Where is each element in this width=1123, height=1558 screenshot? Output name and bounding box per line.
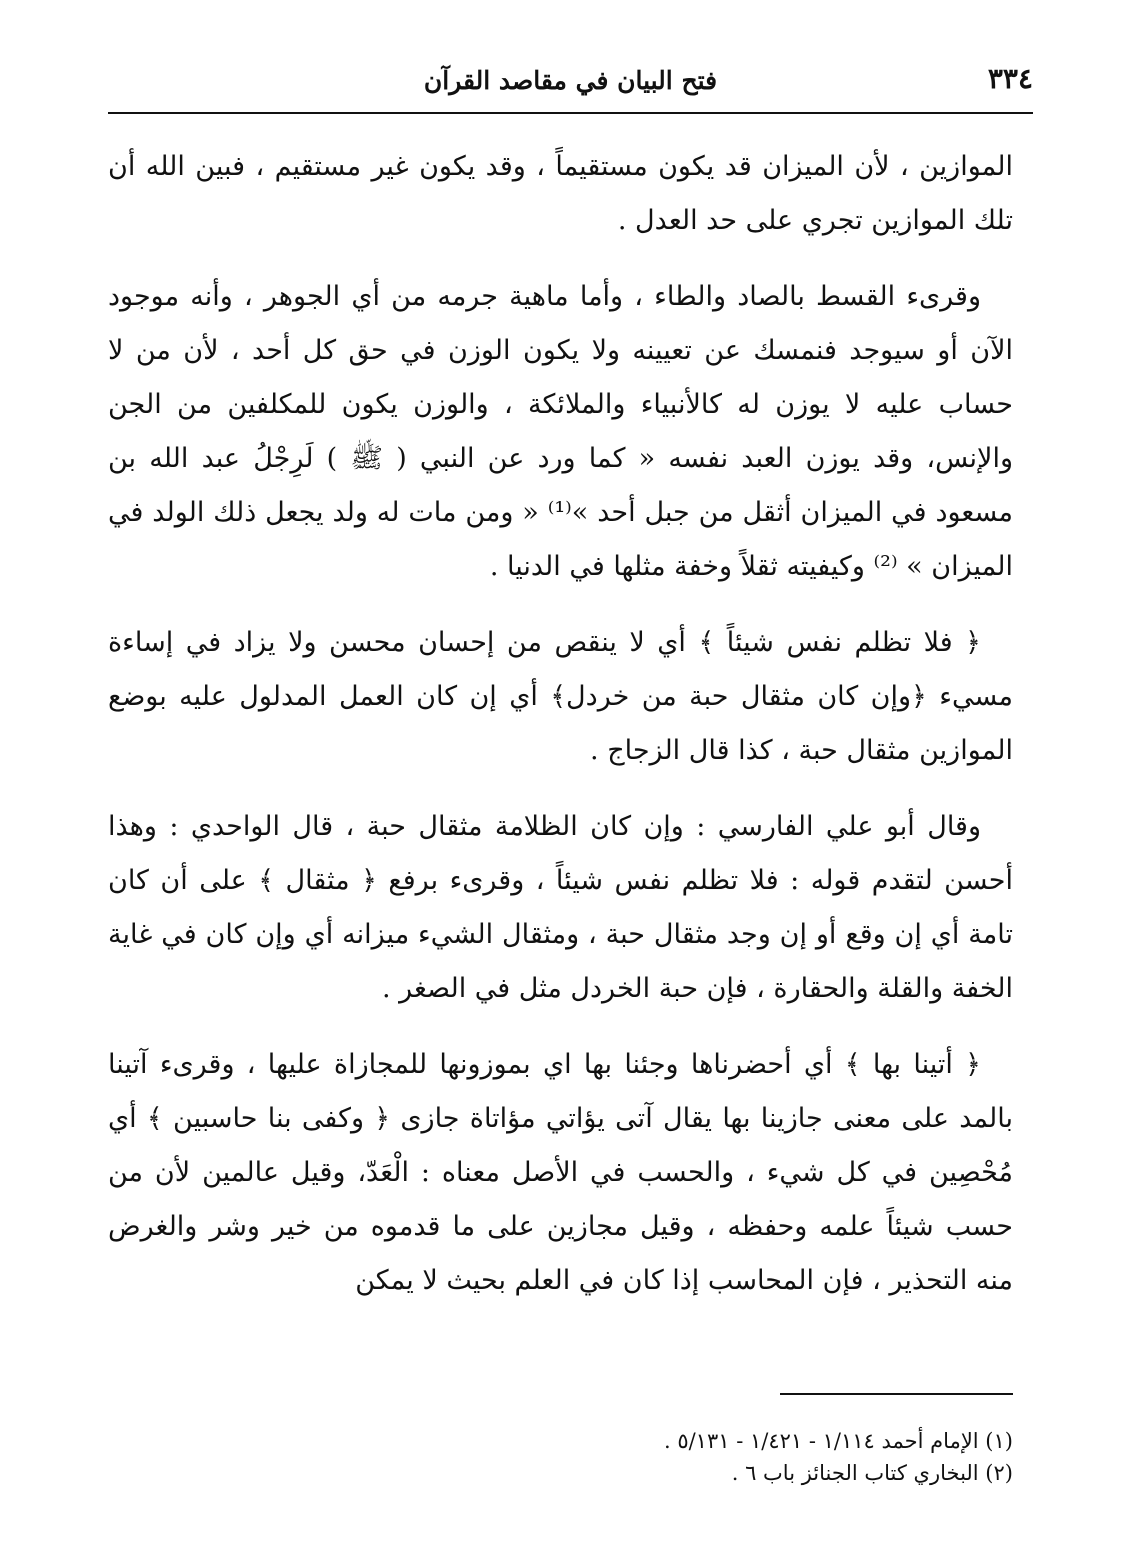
paragraph-3: ﴿ فلا تظلم نفس شيئاً ﴾ أي لا ينقص من إحسان محسن ولا يزاد في إساءة مسيء ﴿وإن كان مثقال حبة من خردل﴾ أي إن كان العمل المدلول عليه بوضع الموازين مثقال حبة ، كذا قال الزجاج . (108, 627, 1013, 766)
footnotes (108, 1425, 1013, 1489)
page-header (108, 58, 1033, 114)
footnote-2: (٢) البخاري كتاب الجنائز باب ٦ . (731, 1461, 1013, 1485)
body-text (108, 140, 1013, 1330)
book-title: فتح البيان في مقاصد القرآن (423, 66, 718, 95)
footnote-rule (780, 1393, 1013, 1395)
footnote-1: (١) الإمام أحمد ١/١١٤ - ١/٤٢١ - ٥/١٣١ . (663, 1429, 1013, 1453)
paragraph-1: الموازين ، لأن الميزان قد يكون مستقيماً ، وقد يكون غير مستقيم ، فبين الله أن تلك الموازين تجري على حد العدل . (108, 151, 1013, 236)
paragraph-4: وقال أبو علي الفارسي : وإن كان الظلامة مثقال حبة ، قال الواحدي : وهذا أحسن لتقدم قوله : فلا تظلم نفس شيئاً ، وقرىء برفع ﴿ مثقال ﴾ على أن كان تامة أي إن وقع أو إن وجد مثقال حبة ، ومثقال الشيء ميزانه أي وإن كان في غاية الخفة والقلة والحقارة ، فإن حبة الخردل مثل في الصغر . (108, 811, 1013, 1004)
page-number: ٣٣٤ (987, 62, 1033, 95)
header-rule (108, 112, 1033, 114)
paragraph-5: ﴿ أتينا بها ﴾ أي أحضرناها وجئنا بها اي بموزونها للمجازاة عليها ، وقرىء آتينا بالمد على معنى جازينا بها يقال آتى يؤاتي مؤاتاة جازى ﴿ وكفى بنا حاسبين ﴾ أي مُحْصِين في كل شيء ، والحسب في الأصل معناه : الْعَدّ، وقيل عالمين لأن من حسب شيئاً علمه وحفظه ، وقيل مجازين على ما قدموه من خير وشر والغرض منه التحذير ، فإن المحاسب إذا كان في العلم بحيث لا يمكن (108, 1049, 1013, 1296)
paragraph-2: وقرىء القسط بالصاد والطاء ، وأما ماهية جرمه من أي الجوهر ، وأنه موجود الآن أو سيوجد فنمسك عن تعيينه ولا يكون الوزن في حق كل أحد ، لأن من لا حساب عليه لا يوزن له كالأنبياء والملائكة ، والوزن يكون للمكلفين من الجن والإنس، وقد يوزن العبد نفسه « كما ورد عن النبي ( ﷺ ) لَرِجْلُ عبد الله بن مسعود في الميزان أثقل من جبل أحد »⁽¹⁾ « ومن مات له ولد يجعل ذلك الولد في الميزان » ⁽²⁾ وكيفيته ثقلاً وخفة مثلها في الدنيا . (108, 281, 1013, 582)
